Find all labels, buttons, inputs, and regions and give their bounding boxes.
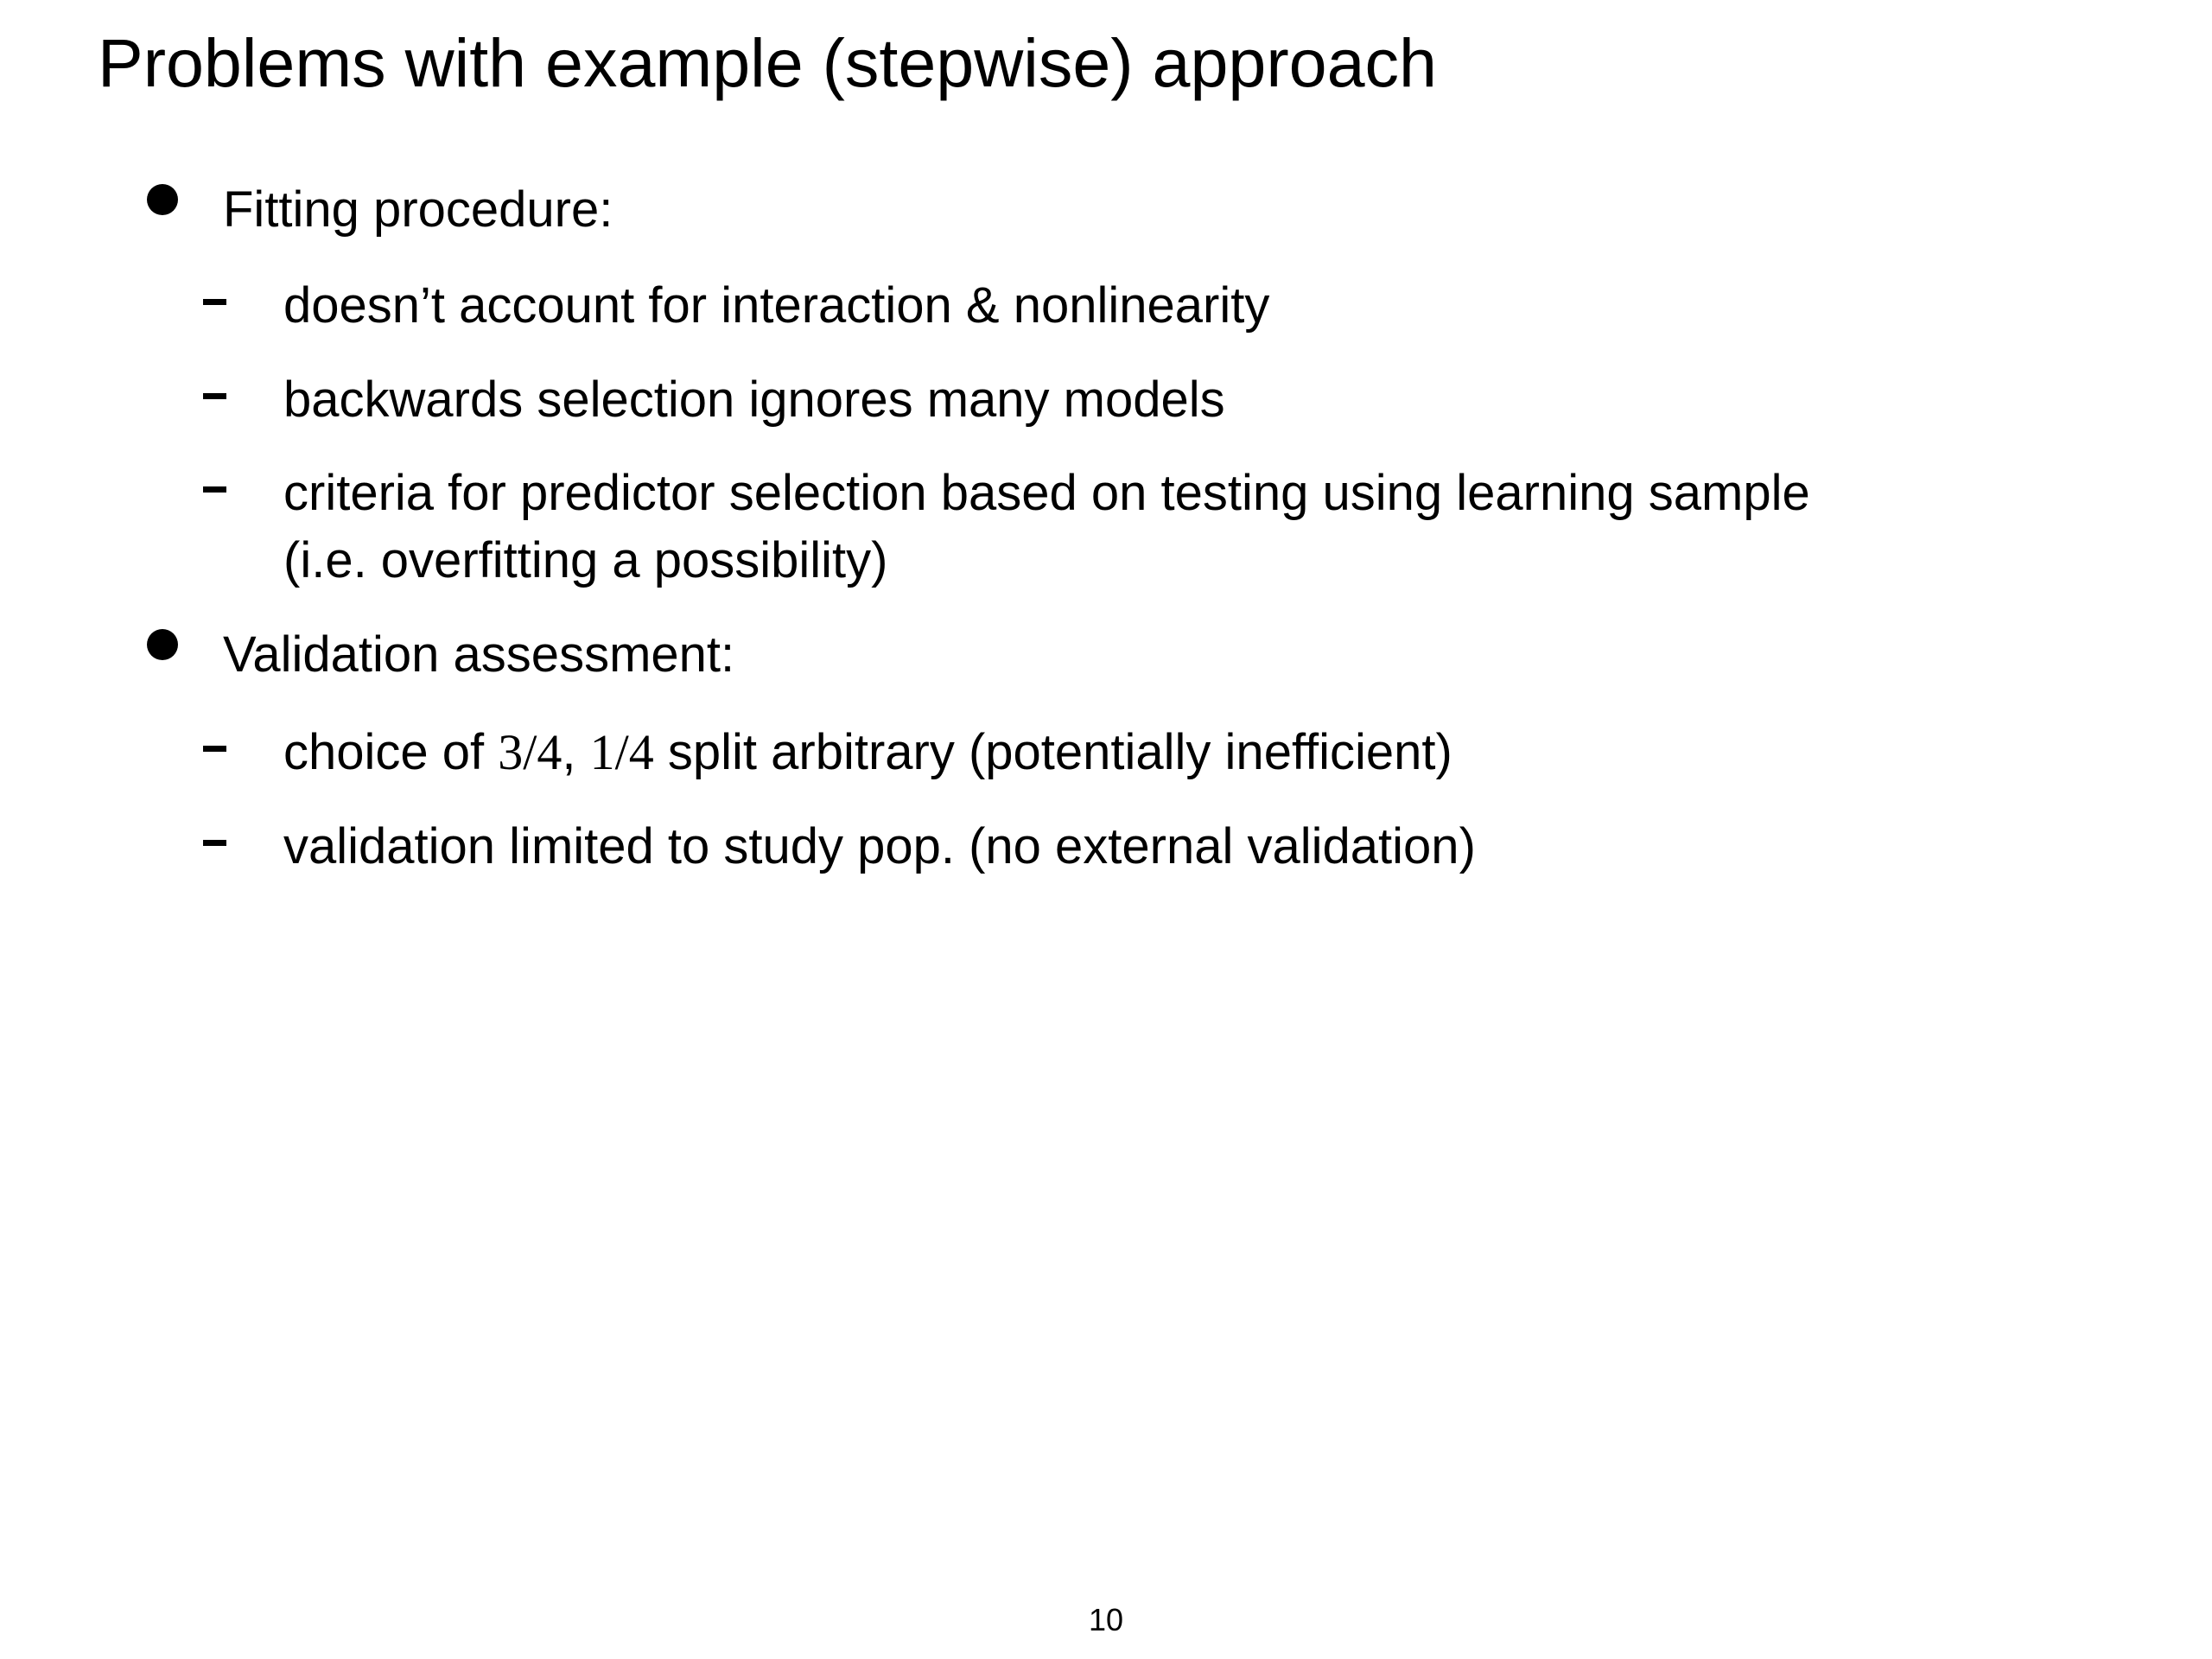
sub-item-text: criteria for predictor selection based on testing using learning sample (283, 465, 1810, 521)
dash-icon (203, 299, 226, 305)
dash-icon (203, 840, 226, 846)
text-segment: split arbitrary (potentially inefficient) (653, 724, 1452, 780)
text-segment: , (562, 724, 590, 780)
fraction-three-quarters: 3/4 (498, 724, 563, 780)
slide-title: Problems with example (stepwise) approach (98, 24, 1437, 101)
bullet-label: Validation assessment: (223, 626, 735, 683)
text-segment: choice of (283, 724, 499, 780)
page-number: 10 (1088, 1602, 1124, 1637)
dash-icon (203, 486, 226, 493)
bullet-dot-icon (147, 184, 178, 215)
sub-item-text: doesn’t account for interaction & nonlinearity (283, 277, 1270, 334)
sub-item-text: validation limited to study pop. (no external validation) (283, 818, 1476, 874)
dash-icon (203, 746, 226, 752)
sub-item-text-continued: (i.e. overfitting a possibility) (283, 532, 888, 588)
sub-item-text (283, 719, 1452, 786)
bullet-dot-icon (147, 629, 178, 660)
sub-item-text: backwards selection ignores many models (283, 372, 1225, 428)
fraction-one-quarter: 1/4 (589, 724, 654, 780)
dash-icon (203, 393, 226, 399)
bullet-label: Fitting procedure: (223, 181, 613, 238)
